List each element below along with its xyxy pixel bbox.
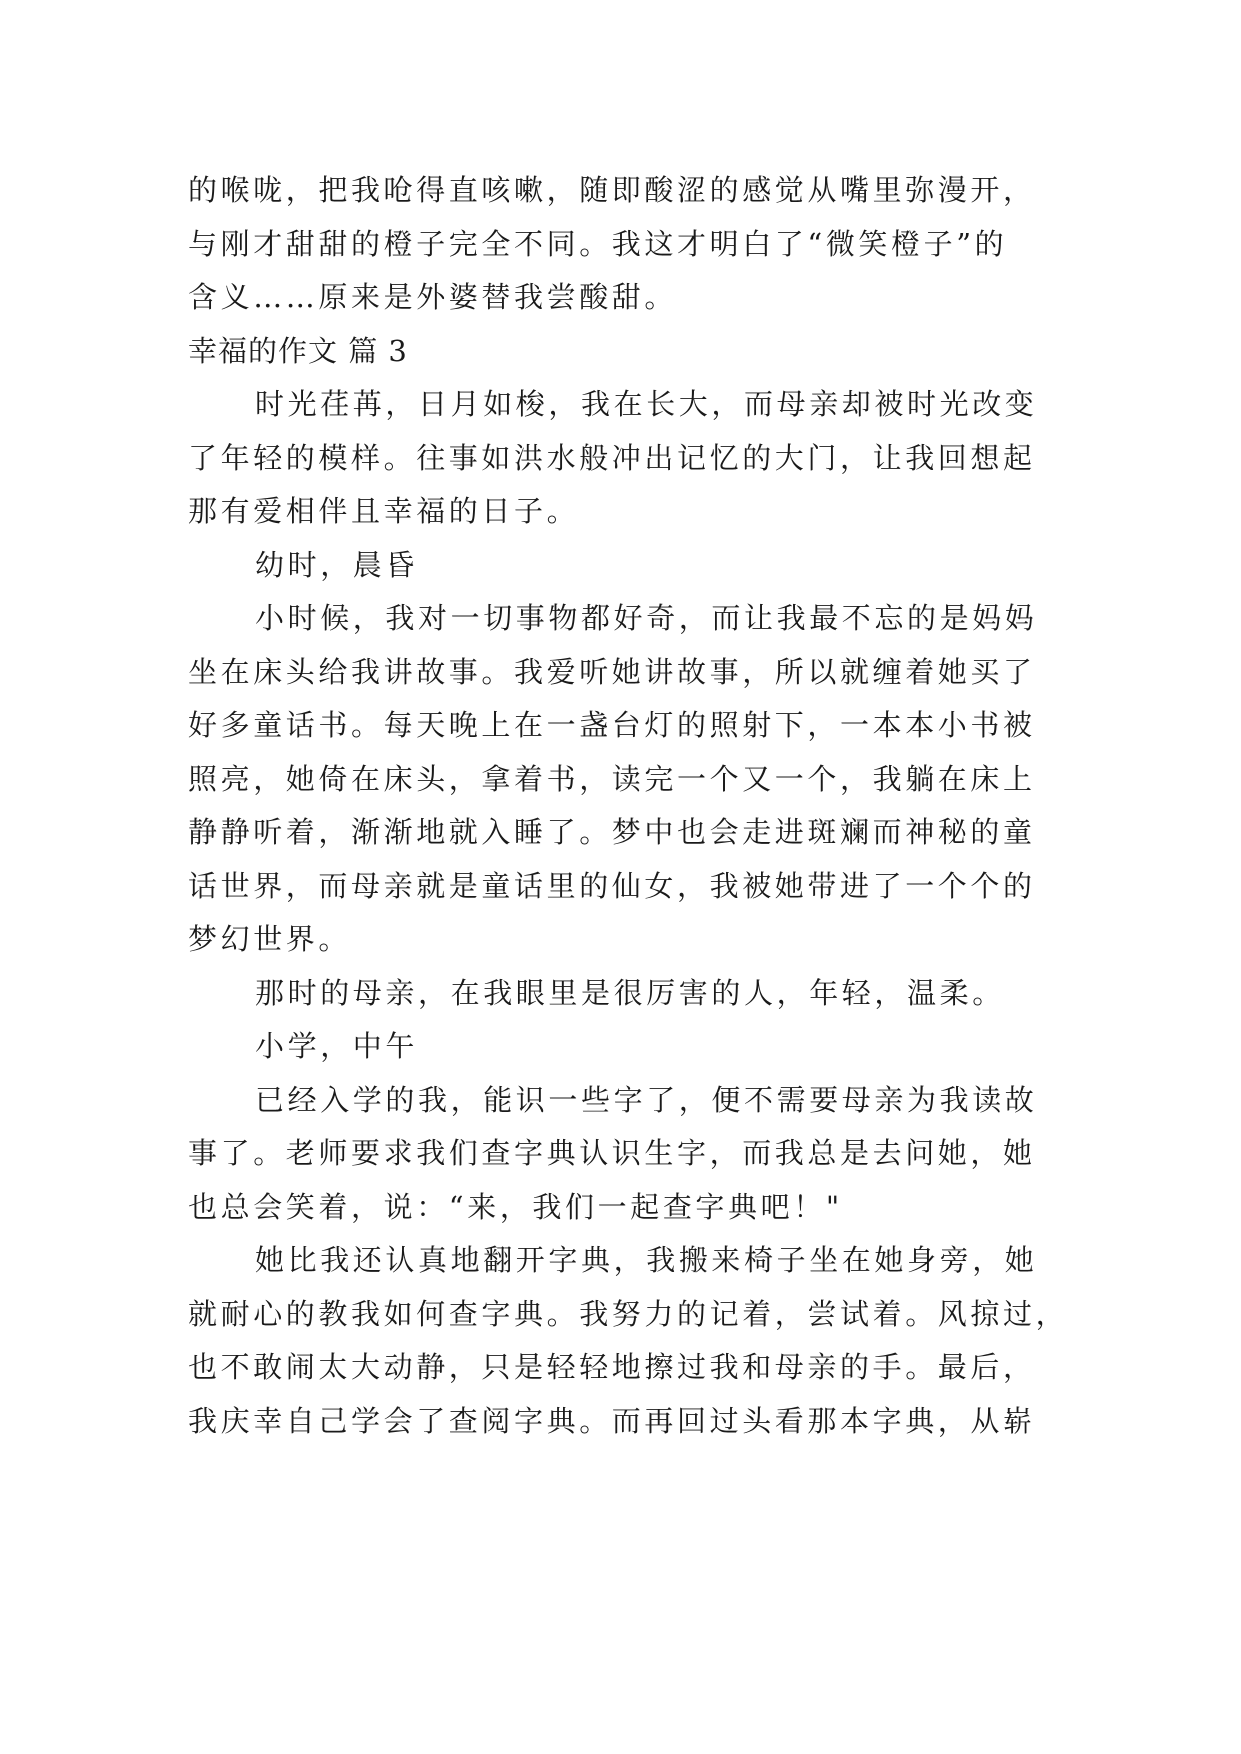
text-line: 好多童话书。每天晚上在一盏台灯的照射下，一本本小书被: [188, 708, 1036, 742]
text-line: 我庆幸自己学会了查阅字典。而再回过头看那本字典，从崭: [188, 1403, 1036, 1438]
text-line: 也不敢闹太大动静，只是轻轻地擦过我和母亲的手。最后，: [188, 1350, 1036, 1384]
paragraph-first-line: 时光荏苒，日月如梭，我在长大，而母亲却被时光改变: [255, 387, 1038, 421]
text-line: 含义……原来是外婆替我尝酸甜。: [188, 280, 678, 314]
text-line: 梦幻世界。: [188, 922, 352, 956]
text-line: 话世界，而母亲就是童话里的仙女，我被她带进了一个个的: [188, 868, 1036, 903]
text-line: 静静听着，渐渐地就入睡了。梦中也会走进斑斓而神秘的童: [188, 815, 1036, 849]
text-line: 也总会笑着，说：“来，我们一起查字典吧！": [188, 1189, 843, 1224]
text-line: 坐在床头给我讲故事。我爱听她讲故事，所以就缠着她买了: [188, 654, 1036, 689]
text-line: 与刚才甜甜的橙子完全不同。我这才明白了“微笑橙子”的: [188, 226, 1008, 261]
paragraph-first-line: 她比我还认真地翻开字典，我搬来椅子坐在她身旁，她: [255, 1243, 1038, 1277]
text-line: 事了。老师要求我们查字典认识生字，而我总是去问她，她: [188, 1136, 1036, 1170]
paragraph-first-line: 那时的母亲，在我眼里是很厉害的人，年轻，温柔。: [255, 975, 1005, 1010]
subsection-label: 幼时，晨昏: [255, 547, 419, 582]
text-line: 那有爱相伴且幸福的日子。: [188, 494, 580, 528]
text-line: 就耐心的教我如何查字典。我努力的记着，尝试着。风掠过，: [188, 1296, 1069, 1331]
paragraph-first-line: 已经入学的我，能识一些字了，便不需要母亲为我读故: [255, 1082, 1038, 1117]
text-line: 的喉咙，把我呛得直咳嗽，随即酸涩的感觉从嘴里弥漫开，: [188, 173, 1036, 207]
essay-body: [188, 164, 1088, 1448]
text-line: 照亮，她倚在床头，拿着书，读完一个又一个，我躺在床上: [188, 761, 1036, 796]
subsection-label: 小学，中午: [255, 1029, 419, 1063]
section-heading: 幸福的作文 篇 3: [188, 333, 408, 368]
text-line: 了年轻的模样。往事如洪水般冲出记忆的大门，让我回想起: [188, 440, 1036, 475]
paragraph-first-line: 小时候，我对一切事物都好奇，而让我最不忘的是妈妈: [255, 601, 1038, 635]
